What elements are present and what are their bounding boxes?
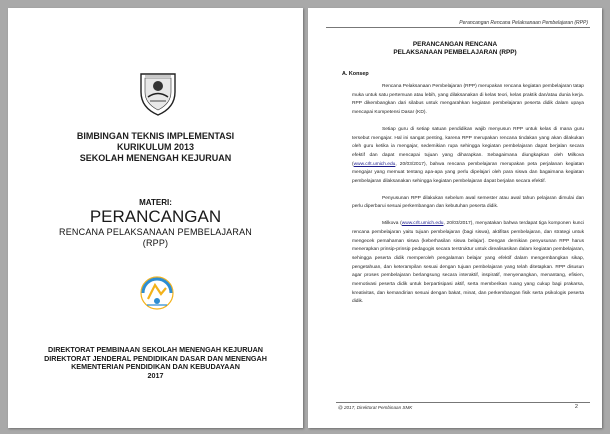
cover-title-line: KURIKULUM 2013	[116, 142, 194, 152]
paragraph-text: Milkova (	[382, 221, 402, 227]
subtitle	[8, 227, 303, 249]
header-divider	[326, 27, 590, 28]
running-head: Perancangan Rencana Pelaksanaan Pembelajaran (RPP)	[459, 20, 588, 26]
paragraph-text: , 20/03/2017), bahwa rencana pembelajaran merupakan peta perjalanan kegiatan mengajar yang memuat tentang apa-apa yang perlu dipelajari oleh para siswa dan bagaimana kegiatan pembelajaran dilaksanakan sehingga kegiatan pembelajaran dapat berjalan secara efektif.	[352, 161, 584, 185]
footer-line: DIREKTORAT JENDERAL PENDIDIKAN DASAR DAN MENENGAH	[44, 353, 267, 363]
subtitle-line: RENCANA PELAKSANAAN PEMBELAJARAN	[59, 227, 252, 237]
paragraph: Rencana Pelaksanaan Pembelajaran (RPP) merupakan rencana kegiatan pembelajaran tatap muka untuk satu pertemuan atau lebih, yang dilaksanakan di kelas teori, kelas praktik dan/atau dunia kerja. RPP dikembangkan dari silabus untuk mengarahkan kegiatan pembelajaran peserta didik dalam upaya mencapai Kompetensi Dasar (KD).	[352, 84, 584, 116]
paragraph: Setiap guru di setiap satuan pendidikan wajib menyusun RPP untuk kelas di mana guru tersebut mengajar. Hal ini sangat penting, karena RPP merupakan rencana tindakan yang akan dilakukan oleh guru ketika ia mengajar, sedemikian rupa sehingga kegiatan pembelajaran dapat berjalan secara efektif dan dapat mencapai tujuan yang diharapkan. Sebagaimana diungkapkan oleh Milkova (www.crlt.umich.edu, 20/03/2017), bahwa rencana pembelajaran merupakan peta perjalanan kegiatan mengajar yang memuat tentang apa-apa yang perlu dipelajari oleh para siswa dan bagaimana kegiatan pembelajaran dilaksanakan sehingga kegiatan pembelajaran dapat berjalan secara efektif.	[352, 126, 584, 185]
crlt-link[interactable]: www.crlt.umich.edu	[401, 221, 444, 227]
subtitle-line: (RPP)	[142, 238, 169, 248]
main-title: PERANCANGAN	[89, 207, 222, 226]
paragraph	[352, 220, 584, 307]
page-footer: @ 2017, Direktorat Pembinaan SMK	[338, 405, 413, 410]
content-page	[308, 8, 602, 428]
tut-wuri-emblem-icon	[139, 70, 177, 116]
footer-divider	[336, 402, 590, 403]
footer-line: KEMENTERIAN PENDIDIKAN DAN KEBUDAYAAN	[71, 362, 240, 372]
crlt-link[interactable]: www.crlt.umich.edu	[353, 161, 396, 167]
document-title-line: PELAKSANAAN PEMBELAJARAN (RPP)	[393, 48, 517, 56]
section-heading: A. Konsep	[342, 71, 369, 77]
document-title	[308, 41, 602, 56]
footer-line: 2017	[147, 370, 164, 380]
cover-page	[8, 8, 303, 428]
body-text	[352, 83, 584, 315]
tut-wuri-handayani-logo-icon	[139, 275, 175, 311]
paragraph-text: , 20/03/2017), menyatakan bahwa terdapat tiga komponen kunci rencana pembelajaran yaitu tujuan pembelajaran (bagi siswa), aktifitas pembelajaran, dan strategi untuk mengecek pemahaman siswa (keberhasilan siswa belajar). Dengan demikian penyusunan RPP harus menerapkan prinsip-prinsip pedagogis secara terstruktur untuk direalisasikan dalam kegiatan pembelajaran, sehingga peserta didik memperoleh pengalaman belajar yang efektif dalam mengembangkan sikap, pengetahuan, dan keterampilan sesuai dengan tujuan pembelajaran yang telah ditetapkan. RPP disusun agar proses pembelajaran berlangsung secara interaktif, inspiratif, menyenangkan, menantang, efisien, memotivasi peserta didik untuk berpartisipasi aktif, serta memberikan ruang yang cukup bagi prakarsa, kreativitas, dan kemandirian sesuai dengan bakat, minat, dan perkembangan fisik serta psikologis peserta didik.	[352, 221, 585, 305]
cover-title-line: SEKOLAH MENENGAH KEJURUAN	[79, 153, 232, 163]
cover-footer	[8, 346, 303, 380]
footer-line: DIREKTORAT PEMBINAAN SEKOLAH MENENGAH KEJURUAN	[48, 345, 263, 354]
document-title-line: PERANCANGAN RENCANA	[412, 41, 498, 48]
paragraph: Penyusunan RPP dilakukan sebelum awal semester atau awal tahun pelajaran dimulai dan perlu diperbarui sesuai perkembangan dan kebutuhan peserta didik.	[352, 195, 584, 210]
paragraph-text: Setiap guru di setiap satuan pendidikan wajib menyusun RPP untuk kelas di mana guru tersebut mengajar. Hal ini sangat penting, karena RPP merupakan rencana tindakan yang akan dilakukan oleh guru ketika ia mengajar, sedemikian rupa sehingga kegiatan pembelajaran dapat berjalan secara efektif dan dapat mencapai tujuan yang diharapkan. Sebagaimana diungkapkan oleh Milkova	[352, 126, 584, 158]
materi-label: MATERI:	[139, 198, 172, 207]
cover-title-line: BIMBINGAN TEKNIS IMPLEMENTASI	[76, 131, 235, 141]
cover-title	[8, 131, 303, 164]
page-number: 2	[574, 404, 578, 410]
